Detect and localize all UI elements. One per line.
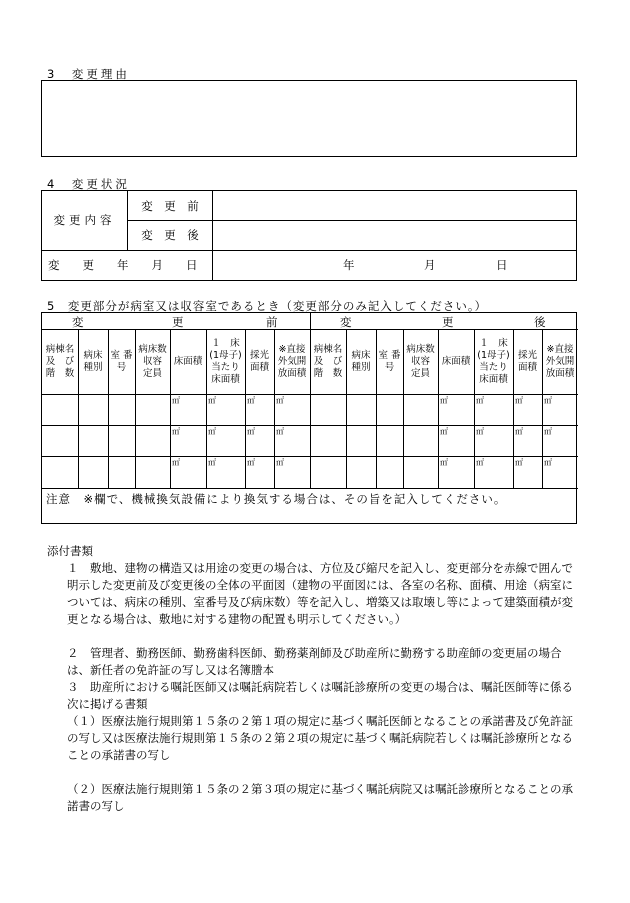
column-header: 病床 種別 [351,349,371,373]
column-header: 採光 面積 [249,349,269,373]
room-change-table [41,312,577,524]
change-status-table [41,190,577,281]
unit-label: ㎡ [544,396,552,405]
column-header: 病床数 収容 定員 [406,343,435,379]
date-value[interactable] [213,250,577,280]
unit-label: ㎡ [172,427,180,436]
attachment-item-1: １ 敷地、建物の構造又は用途の変更の場合は、方位及び縮尺を記入し、変更部分を赤線で囲んで明示した変更前及び変更後の全体の平面図（建物の平面図には、各室の名称、面積、用途（病室については、病床の種別、室番号及び病床数）等を記入し、増築又は取壊し等によって建築面積が変更となる場合は、敷地に対する建物の配置も明示してください。） [67,561,573,626]
unit-label: ㎡ [515,396,523,405]
unit-label: ㎡ [515,458,523,467]
unit-label: ㎡ [515,427,523,436]
column-header: 病床数 収容 定員 [138,343,167,379]
after-value[interactable] [213,221,577,250]
column-header: １ 床 (1母子) 当たり 床面積 [477,337,510,385]
unit-label: ㎡ [440,427,448,436]
column-header: 室 番 号 [110,349,133,373]
column-header: 病棟名 及 び 階 数 [313,343,343,379]
unit-label: ㎡ [247,427,255,436]
date-label: 変 更 年 月 日 [42,250,213,280]
after-header-char: 変 [340,315,352,329]
year-label: 年 [343,257,355,272]
attachment-item-2: ２ 管理者、勤務医師、勤務歯科医師、勤務薬剤師及び助産所に勤務する助産師の変更届の場合は、新任者の免許証の写し又は名簿謄本 [67,646,562,677]
row-divider [42,488,578,489]
after-header-char: 後 [534,315,546,329]
unit-label: ㎡ [208,396,216,405]
before-header-char: 変 [72,315,84,329]
unit-label: ㎡ [247,458,255,467]
column-divider [438,329,439,488]
unit-label: ㎡ [544,427,552,436]
after-label: 変 更 後 [128,221,213,250]
section4-title: 4 変更状況 [47,177,130,191]
month-label: 月 [424,257,436,272]
column-header: 病床 種別 [83,349,103,373]
note-text: 注意 ※欄で、機械換気設備により換気する場合は、その旨を記入してください。 [46,492,507,506]
column-header: 病棟名 及 び 階 数 [45,343,75,379]
attachment-item-4: （１）医療法施行規則第１５条の２第１項の規定に基づく嘱託医師となることの承諾書及び免許証の写し又は医療法施行規則第１５条の２第２項の規定に基づく嘱託病院若しくは嘱託診療所となることの承諾書の写し [67,714,573,762]
unit-label: ㎡ [208,458,216,467]
unit-label: ㎡ [276,427,284,436]
after-header-char: 更 [442,315,454,329]
attachment-item-3: ３ 助産所における嘱託医師又は嘱託病院若しくは嘱託診療所の変更の場合は、嘱託医師等に係る次に掲げる書類 [67,680,573,711]
column-header: 床面積 [441,355,471,367]
day-label: 日 [496,257,508,272]
half-divider [310,313,311,488]
attachments-title: 添付書類 [47,544,93,558]
column-header: 室 番 号 [378,349,401,373]
section5-title: 5 変更部分が病室又は収容室であるとき（変更部分のみ記入してください。） [47,299,488,313]
section3-title: 3 変更理由 [47,67,130,81]
unit-label: ㎡ [208,427,216,436]
content-label: 変更内容 [42,191,128,251]
column-header: 採光 面積 [517,349,537,373]
column-divider [170,329,171,488]
before-header-char: 前 [266,315,278,329]
unit-label: ㎡ [172,458,180,467]
column-header: ※直接 外気開 放面積 [545,343,575,379]
unit-label: ㎡ [276,458,284,467]
unit-label: ㎡ [440,396,448,405]
unit-label: ㎡ [172,396,180,405]
before-value[interactable] [213,191,577,221]
before-header-char: 更 [172,315,184,329]
change-reason-box[interactable] [41,80,577,157]
unit-label: ㎡ [440,458,448,467]
attachment-item-5: （２）医療法施行規則第１５条の２第３項の規定に基づく嘱託病院又は嘱託診療所となることの承諾書の写し [67,782,573,813]
unit-label: ㎡ [544,458,552,467]
unit-label: ㎡ [476,396,484,405]
before-label: 変 更 前 [128,191,213,221]
column-header: 床面積 [173,355,203,367]
column-header: ※直接 外気開 放面積 [277,343,307,379]
unit-label: ㎡ [276,396,284,405]
unit-label: ㎡ [476,427,484,436]
unit-label: ㎡ [476,458,484,467]
column-header: １ 床 (1母子) 当たり 床面積 [209,337,242,385]
unit-label: ㎡ [247,396,255,405]
